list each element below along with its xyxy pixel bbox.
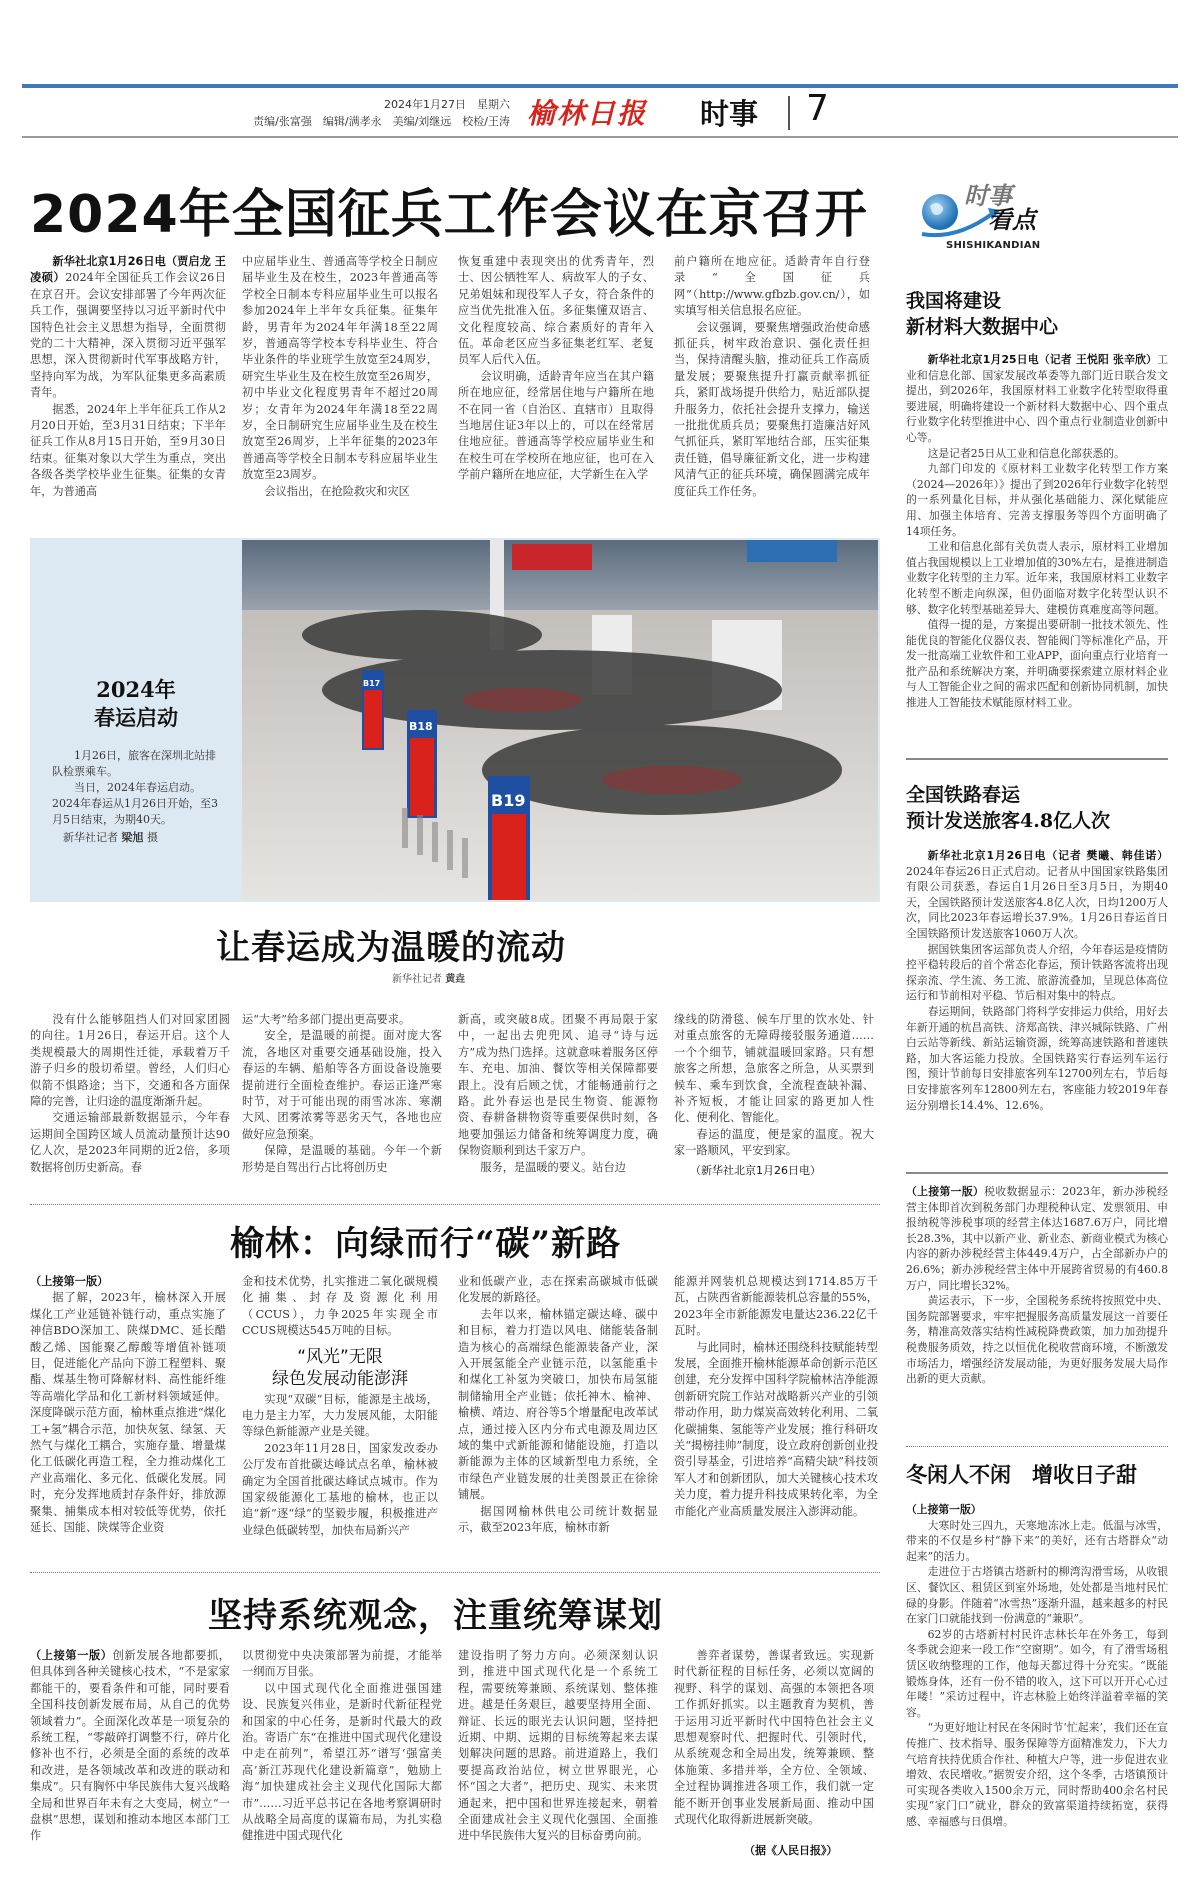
paragraph-text: 工业和信息化部、国家发展改革委等九部门近日联合发文提出，到2026年，我国原材料工业数字化转型取得重要进展，明确将建设一个新材料大数据中心、四个重点行业数字化转型推进中心、四个重点行业制造业创新中心等。 [906,353,1168,444]
sidebar-dotted-divider [906,1446,1168,1447]
paragraph [242,484,438,500]
paragraph [906,446,1168,462]
photo-caption: 1月26日，旅客在深圳北站排队检票乘车。 当日，2024年春运启动。2024年春运从1月26日开始，至3月5日结束，为期40天。 新华社记者 梁旭 摄 [52,748,222,846]
sidebar-article1-title: 我国将建设 新材料大数据中心 [906,290,1059,338]
paragraph [906,1293,1168,1387]
page-number: 7 [806,88,829,129]
article-column [242,1648,442,1845]
paragraph-text: 工业和信息化部有关负责人表示，原材料工业增加值占我国规模以上工业增加值的30%左右，是推进制造业数字化转型的主力军。近年来，我国原材料工业数字化转型不断走向纵深，但仍面临对数字化转型认识不够、数字化转型基础差异大、建模仿真难度高等问题。 [906,540,1168,616]
paragraph-text: 交通运输部最新数据显示，今年春运期间全国跨区域人员流动量预计达90亿人次，是2023年同期的近2倍，多项数据将创历史新高。春 [30,1111,230,1174]
dateline: （上接第一版） [30,1649,113,1662]
paragraph [906,1184,1168,1293]
paragraph-text: 与此同时，榆林还围绕科技赋能转型发展，全面推开榆林能源革命创新示范区创建，充分发挥中国科学院榆林洁净能源创新研究院工作站对战略新兴产业的引领带动作用，助力煤炭高效转化利用、二氧化碳捕集、氢能等产业发展；推行科研攻关“揭榜挂帅”制度，设立政府创新创业投资引导基金，引进培养“高精尖缺”科技领军人才和创新团队，加大关键核心技术攻关力度，着力提升科技成果转化率，为全市能化产业高质量发展注入澎湃动能。 [674,1340,878,1518]
paragraph [458,1160,658,1176]
paragraph-text: 2024年全国征兵工作会议26日在京召开。会议安排部署了今年两次征兵工作，强调要坚持以习近平新时代中国特色社会主义思想为指导，全面贯彻党的二十大精神，深入贯彻习近平强军思想，深入贯彻新时代军事战略方针，坚持向军为战，为军队征集更多高素质青年。 [30,271,226,400]
paragraph [242,1028,442,1143]
paragraph [906,1720,1168,1829]
photo-feature-title: 2024年 春运启动 [94,677,178,730]
paragraph [906,617,1168,711]
paragraph [458,369,654,484]
article-column [30,1648,230,1845]
paragraph [242,1648,442,1681]
paragraph-text: 值得一提的是，方案提出要研制一批技术领先、性能优良的智能化仪器仪表、智能阀门等标准化产品，开发一批高端工业软件和工业APP，面向重点行业培育一批产品和系统解决方案，并明确要探索建立原材料企业与人工智能企业之间的需求匹配和创新协同机制，加快推进人工智能技术赋能原材料工业。 [906,618,1168,710]
yulin-subhead: “风光”无限 绿色发展动能澎湃 [272,1346,408,1389]
paragraph [906,539,1168,617]
paragraph-text: 会议明确，适龄青年应当在其户籍所在地应征，经常居住地与户籍所在地不在同一省（自治区、直辖市）且取得当地居住证3年以上的，可以在经常居住地应征。普通高等学校应届毕业生和在校生可在学校所在地应征，也可在入学前户籍所在地应征，大学新生在入学 [458,369,654,482]
logo-pinyin: SHISHIKANDIAN [946,240,1041,251]
paragraph-text: 创新发展各地都要抓，但具体到各种关键核心技术，“不是家家都能干的，要看条件和可能，同时要看全国科技创新发展布局，从自己的优势领域着力”。全面深化改革是一项复杂的系统工程，“零敲碎打调整不行，碎片化修补也不行，必须是全面的系统的改革和改进，是各领域改革和改进的联动和集成”。只有胸怀中华民族伟大复兴战略全局和世界百年未有之大变局，树立“一盘棋”思想，谋划和推动本地区本部门工作 [30,1649,230,1843]
article-column [30,1012,230,1176]
paragraph-text: 会议强调，要聚焦增强政治使命感抓征兵，树牢政治意识、强化责任担当，保持清醒头脑，推动征兵工作高质量发展；要聚焦提升打赢贡献率抓征兵，紧盯战场提升供给力，贴近部队提升服务力，依托社会提升支撑力，输送一批批优质兵员；要聚焦打造廉洁好风气抓征兵，紧盯军地结合部，压实征集责任链，倡导廉征新文化，进一步构建风清气正的征兵环境，确保圆满完成年度征兵工作任务。 [674,320,870,498]
issue-date: 2024年1月27日 星期六 [384,98,510,111]
article-column [674,1012,874,1160]
yulin-col-1: （上接第一版） 据了解，2023年，榆林深入开展煤化工产业延链补链行动，重点实施了神信BDO深加工、陕煤DMC、延长醋酸乙烯、国能聚乙醇酸等增值补链项目，促进能化产品向下游工程塑料、聚酯、煤基生物可降解材料、高性能纤维等高端化学品和化工新材料领域延伸。深度降碳示范方面，榆林重点推进“煤化工+氢”耦合示范，加快灰氢、绿氢、天然气与煤化工耦合，实施存量、增量煤化工低碳化再造工程，全力推动煤化工产业高端化、多元化、低碳化发展。同时，充分发挥地质封存条件好，排放源聚集、捕集成本相对较低等优势，依托延长、国能、陕煤等企业资 [30,1275,226,1535]
article-column [242,254,438,500]
paragraph [906,461,1168,539]
system-signoff: （据《人民日报》） [744,1844,838,1857]
paragraph [674,1340,878,1520]
paragraph-text: 新高，或突破8成。团聚不再局限于家中，一起出去兜兜风、追寻“诗与远方”成为热门选择。这就意味着服务区停车、充电、加油、餐饮等相关保障都要跟上。没有后顾之忧，才能畅通前行之路。此外春运也是民生物资、能源物资、春耕备耕物资等重要保供时刻，各地要加强运力储备和统筹调度力度，确保物资顺利到达千家万户。 [458,1013,658,1158]
paragraph [242,1681,442,1845]
paragraph-text: 业和低碳产业，志在探索高碳城市低碳化发展的新路径。 [458,1275,658,1305]
paragraph-text: 运“大考”给多部门提出更高要求。 [242,1013,411,1026]
section-divider [30,1204,880,1205]
paragraph [674,1648,874,1828]
yulin-col-4 [674,1274,878,1520]
paragraph [30,1012,230,1110]
paragraph-text: 没有什么能够阻挡人们对回家团圆的向往。1月26日，春运开启。这个人类规模最大的周期性迁徙，承载着万千游子归乡的殷切希望。曾经，人们归心似箭不惧路途；当下，交通和各方面保障的完善，让归途的温度渐渐升起。 [30,1013,230,1109]
paragraph [458,1648,658,1845]
spring-article-byline: 新华社记者 黄垚 [392,974,466,985]
paragraph [458,1274,658,1307]
paragraph [674,254,870,320]
paragraph-text: 这是记者25日从工业和信息化部获悉的。 [927,446,1125,460]
continued-label: （上接第一版） [906,1503,982,1516]
sidebar-article4-body [906,1502,1168,1829]
sidebar-article2-body [906,848,1168,1113]
paragraph-text: 以中国式现代化全面推进强国建设、民族复兴伟业，是新时代新征程党和国家的中心任务，是新时代最大的政治。寄语广东“在推进中国式现代化建设中走在前列”，希望江苏“谱写‘强富美高’新江苏现代化建设新篇章”，勉励上海“加快建成社会主义现代化国际大都市”……习近平总书记在各地考察调研时从战略全局高度的谋篇布局，为扎实稳健推进中国式现代化 [242,1681,442,1843]
article-column [674,254,870,500]
sidebar-article4-title: 冬闲人不闲 增收日子甜 [906,1462,1137,1487]
sidebar-article1-body [906,352,1168,711]
paragraph-text: 走进位于古塔镇古塔新村的柳湾沟滑雪场，从收银区、餐饮区、租赁区到室外场地，处处都是当地村民忙碌的身影。伴随着“冰雪热”逐渐升温，越来越多的村民在家门口就能找到一份满意的“兼职”。 [906,1565,1168,1626]
paragraph [674,1274,878,1340]
paragraph-text: 中应届毕业生、普通高等学校全日制应届毕业生及在校生，2023年普通高等学校全日制本专科应届毕业生可以报名参加2024年上半年女兵征集。征集年龄，男青年为2024年年满18至22周岁，普通高等学校本专科毕业生、符合毕业条件的毕业班学生放宽至24周岁，研究生毕业生及在校生放宽至26周岁，初中毕业文化程度男青年不超过20周岁；女青年为2024年年满18至22周岁，全日制研究生应届毕业生及在校生放宽至26周岁，上半年征集的2023年普通高等学校全日制本专科应届毕业生放宽至23周岁。 [242,255,438,482]
sidebar-article3-body [906,1184,1168,1387]
paragraph-text: 善弈者谋势，善谋者致远。实现新时代新征程的目标任务，必须以宽阔的视野、科学的谋划、高强的本领把各项工作抓好抓实。以主题教育为契机，善于运用习近平新时代中国特色社会主义思想观察时代、把握时代、引领时代，从系统观念和全局出发，统筹兼顾、整体施策、多措并举，全方位、全领域、全过程协调推进各项工作，我们就一定能不断开创事业发展新局面、推动中国式现代化取得新进展新突破。 [674,1649,874,1827]
paragraph [906,1627,1168,1721]
article-column [674,1648,874,1828]
paragraph-text: 以贯彻党中央决策部署为前提，才能举一纲而万目张。 [242,1649,442,1679]
article-column [458,1648,658,1845]
logo-line1: 时事 [964,182,1012,210]
paragraph-text: 据悉，2024年上半年征兵工作从2月20日开始，至3月31日结束；下半年征兵工作从8月15日开始，至9月30日结束。征集对象以大学生为重点，突出各级各类学校毕业生征集。征集的女青年，为普通高 [30,402,226,498]
paragraph [30,1648,230,1845]
paragraph [674,1127,874,1160]
paragraph-text: 税收数据显示：2023年，新办涉税经营主体即首次到税务部门办理税种认定、发票领用、申报纳税等涉税事项的经营主体达1687.6万户，同比增长28.3%，其中以新产业、新业态、新商业模式为核心内容的新办涉税经营主体449.4万户，占全部新办户的26.6%；新办涉税经营主体中开展跨省贸易的有460.8万户，同比增长32%。 [906,1185,1168,1292]
paragraph [30,1110,230,1176]
shishi-kandian-logo [916,178,1076,258]
paragraph-text: 九部门印发的《原材料工业数字化转型工作方案（2024—2026年）》提出了到2026年行业数字化转型的一系列量化目标，并从强化基础能力、深化赋能应用、加强主体培育、完善支撑服务等四个方面明确了14项任务。 [906,462,1168,538]
dateline: （上接第一版） [906,1185,985,1198]
yulin-article-headline: 榆林：向绿而行“碳”新路 [230,1224,622,1264]
yulin-col-3 [458,1274,658,1537]
paragraph-text: 前户籍所在地应征。适龄青年自行登录“全国征兵网”（http://www.gfbzb.gov.cn/），如实填写相关信息报名应征。 [674,255,870,318]
paragraph [906,1004,1168,1113]
lead-headline: 2024年全国征兵工作会议在京召开 [30,185,868,245]
paragraph [906,1564,1168,1626]
sidebar-article2-title: 全国铁路春运 预计发送旅客4.8亿人次 [906,784,1111,832]
paragraph-text: 安全，是温暖的前提。面对庞大客流，各地区对重要交通基础设施，投入春运的车辆、船舶等各方面设备设施要提前进行全面检查维护。春运正逢严寒时节，对于可能出现的雨雪冰冻、寒潮大风、团雾浓雾等恶劣天气，各地也应做好应急预案。 [242,1029,442,1141]
editor-credits: 责编/张富强 编辑/满孝永 美编/刘继远 校检/王涛 [253,115,510,128]
paragraph-text: 服务，是温暖的要义。站台边 [480,1160,626,1174]
masthead-meta [253,96,510,130]
paragraph-text: 黄运表示，下一步，全国税务系统将按照党中央、国务院部署要求，牢牢把握服务高质量发展这一首要任务，精准高效落实结构性减税降费政策，加力加劲提升税费服务质效，持之以恒优化税收营商环境，不断激发市场活力，增强经济发展动能，为更好服务发展大局作出新的更大贡献。 [906,1294,1168,1386]
photo-credit: 新华社记者 梁旭 摄 [63,831,158,844]
paragraph [674,1012,874,1127]
dateline: 新华社北京1月26日电（记者 樊曦、韩佳诺） [927,849,1168,862]
system-article-headline: 坚持系统观念，注重统筹谋划 [208,1596,663,1636]
paragraph [30,254,226,402]
paragraph-text: 会议指出，在抢险救灾和灾区 [264,484,410,498]
dateline: 新华社北京1月26日电（贾启龙 王凌硕） [30,255,226,285]
top-accent-rule [22,84,1178,88]
paragraph [242,1143,442,1176]
paragraph [242,254,438,484]
gate-label-b19: B19 [491,791,526,810]
paragraph-text: 建设指明了努力方向。必须深刻认识到，推进中国式现代化是一个系统工程，需要统筹兼顾、系统谋划、整体推进。越是任务艰巨，越要坚持用全面、辩证、长远的眼光去认识问题，坚持把近期、中期、远期的目标统筹起来去谋划解决问题的思路。前进道路上，我们要提高政治站位，树立世界眼光，心怀“国之大者”，把历史、现实、未来贯通起来，把中国和世界连接起来，朝着全面建成社会主义现代化强国、全面推进中华民族伟大复兴的目标奋勇向前。 [458,1649,658,1843]
paragraph [458,1012,658,1160]
article-column [458,1012,658,1176]
section-divider [30,1572,880,1573]
paragraph [906,352,1168,446]
yulin-col-2: 金和技术优势，扎实推进二氧化碳规模化捕集、封存及资源化利用（CCUS），力争2025年实现全市CCUS规模达545万吨的目标。 “风光”无限 绿色发展动能澎湃 实现“双碳”目标，能源是主战场，电力是主力军，大力发展风能，太阳能等绿色新能源产业是关键。 2023年11月28日，国家发改委办公厅发布首批碳达峰试点名单，榆林被确定为全国首批碳达峰试点城市。作为国家级能源化工基地的榆林，也正以追“新”逐“绿”的坚毅步履，积极推进产业绿色低碳转型，加快布局新兴产 [242,1275,438,1537]
paragraph-text: 62岁的古塔新村村民许志林长年在外务工，每到冬季就会迎来一段工作“空窗期”。如今，有了滑雪场租赁区收纳整理的工作，他每天都过得十分充实。“既能锻炼身体，还有一份不错的收入，这下可以开开心心过年喽！”采访过程中，许志林脸上始终洋溢着幸福的笑容。 [906,1627,1168,1719]
article-column [242,1012,442,1176]
article-column [30,254,226,500]
paragraph-text: 据国网榆林供电公司统计数据显示，截至2023年底，榆林市新 [458,1504,658,1535]
paragraph-text: 大寒时处三四九，天寒地冻冰上走。低温与冰雪，带来的不仅是乡村“静下来”的美好，还有古塔群众“动起来”的活力。 [906,1518,1168,1563]
paragraph-text: 2024年春运26日正式启动。记者从中国国家铁路集团有限公司获悉，春运自1月26日至3月5日，为期40天，全国铁路预计发送旅客4.8亿人次，日均1200万人次，同比2023年春运增长37.9%。1月26日春运首日全国铁路预计发送旅客1060万人次。 [906,864,1168,940]
masthead-rule [22,136,1178,138]
paragraph-text: “为更好地让村民在冬闲时节‘忙起来’，我们还在宣传推广、技术指导、服务保障等方面精准发力，下大力气培育扶持优质合作社、种植大户等，进一步促进农业增效、农民增收。”据贺安介绍，这个冬季，古塔镇预计可实现各类收入1500余万元，同时帮助400余名村民实现“家门口”就业，群众的致富渠道持续拓宽，获得感、幸福感与日俱增。 [906,1721,1168,1828]
gate-label-b18: B18 [409,720,433,733]
paragraph [906,1518,1168,1565]
spring-signoff: （新华社北京1月26日电） [690,1164,821,1177]
section-name: 时事 [700,97,759,131]
spring-article-headline: 让春运成为温暖的流动 [216,928,566,968]
masthead-divider [788,96,790,130]
paragraph [458,1504,658,1537]
paragraph-text: 据国铁集团客运部负责人介绍，今年春运是疫情防控平稳转段后的首个常态化春运，预计铁路客流将出现探亲流、学生流、务工流、旅游流叠加，呈现总体高位运行和节前相对平稳、节后相对集中的特点。 [906,942,1168,1003]
paragraph [674,320,870,500]
continued-label: （上接第一版） [30,1275,109,1288]
article-column [458,254,654,484]
newspaper-logo: 榆林日报 [527,97,648,130]
paragraph [242,1012,442,1028]
paragraph-text: 保障，是温暖的基础。今年一个新形势是自驾出行占比将创历史 [242,1144,442,1174]
station-crowd-photo [242,540,878,900]
sidebar-divider [906,1172,1168,1174]
paragraph-text: 去年以来，榆林锚定碳达峰、碳中和目标，着力打造以风电、储能装备制造为核心的高端绿色能源装备产业，深入开展氢能全产业链示范，以氢能重卡和煤化工补氢为突破口，加快布局氢能制储输用全产业链；依托神木、榆神、榆横、靖边、府谷等5个增量配电改革试点，通过接入区内分布式电源及周边区域的集中式新能源和储能设施，打造以新能源为主体的区域新型电力系统，全市绿色产业链发展的壮美图景正在徐徐铺展。 [458,1307,658,1502]
paragraph [458,254,654,369]
dateline: 新华社北京1月25日电（记者 王悦阳 张辛欣） [927,353,1158,366]
paragraph-text: 能源并网装机总规模达到1714.85万千瓦，占陕西省新能源装机总容量的55%，2023年全市新能源发电量达236.22亿千瓦时。 [674,1275,878,1338]
paragraph [906,942,1168,1004]
paragraph [906,848,1168,942]
paragraph-text: 缘线的防滑毯、候车厅里的饮水处、针对重点旅客的无障碍接驳服务通道……一个个细节，铺就温暖回家路。只有想旅客之所想，急旅客之所急，从买票到候车、乘车到饮食，全流程查缺补漏、补齐短板，才能让回家的路更加人性化、便利化、智能化。 [674,1013,874,1125]
sidebar-divider [906,758,1168,760]
paragraph [30,402,226,500]
paragraph-text: 春运的温度，便是家的温度。祝大家一路顺风，平安到家。 [674,1127,874,1158]
logo-line2: 看点 [988,206,1036,234]
paragraph [458,1307,658,1504]
gate-label-b17: B17 [363,679,381,688]
photo-illustration [242,540,878,900]
paragraph-text: 恢复重建中表现突出的优秀青年，烈士、因公牺牲军人、病故军人的子女、兄弟姐妹和现役军人子女，符合条件的应当优先批准入伍。多征集懂双语言、文化程度较高、综合素质好的青年入伍。革命老区应当多征集老红军、老复员军人后代入伍。 [458,255,654,367]
paragraph-text: 春运期间，铁路部门将科学安排运力供给，用好去年新开通的杭昌高铁、济郑高铁、津兴城际铁路、广州白云站等新线、新站运输资源，统筹高速铁路和普速铁路，加大客运能力投放。全国铁路实行春运列车运行图，预计节前每日安排旅客列车12700列左右，节后每日安排旅客列车12800列左右，客座能力较2019年春运分别增长14.4%、12.6%。 [906,1004,1168,1112]
